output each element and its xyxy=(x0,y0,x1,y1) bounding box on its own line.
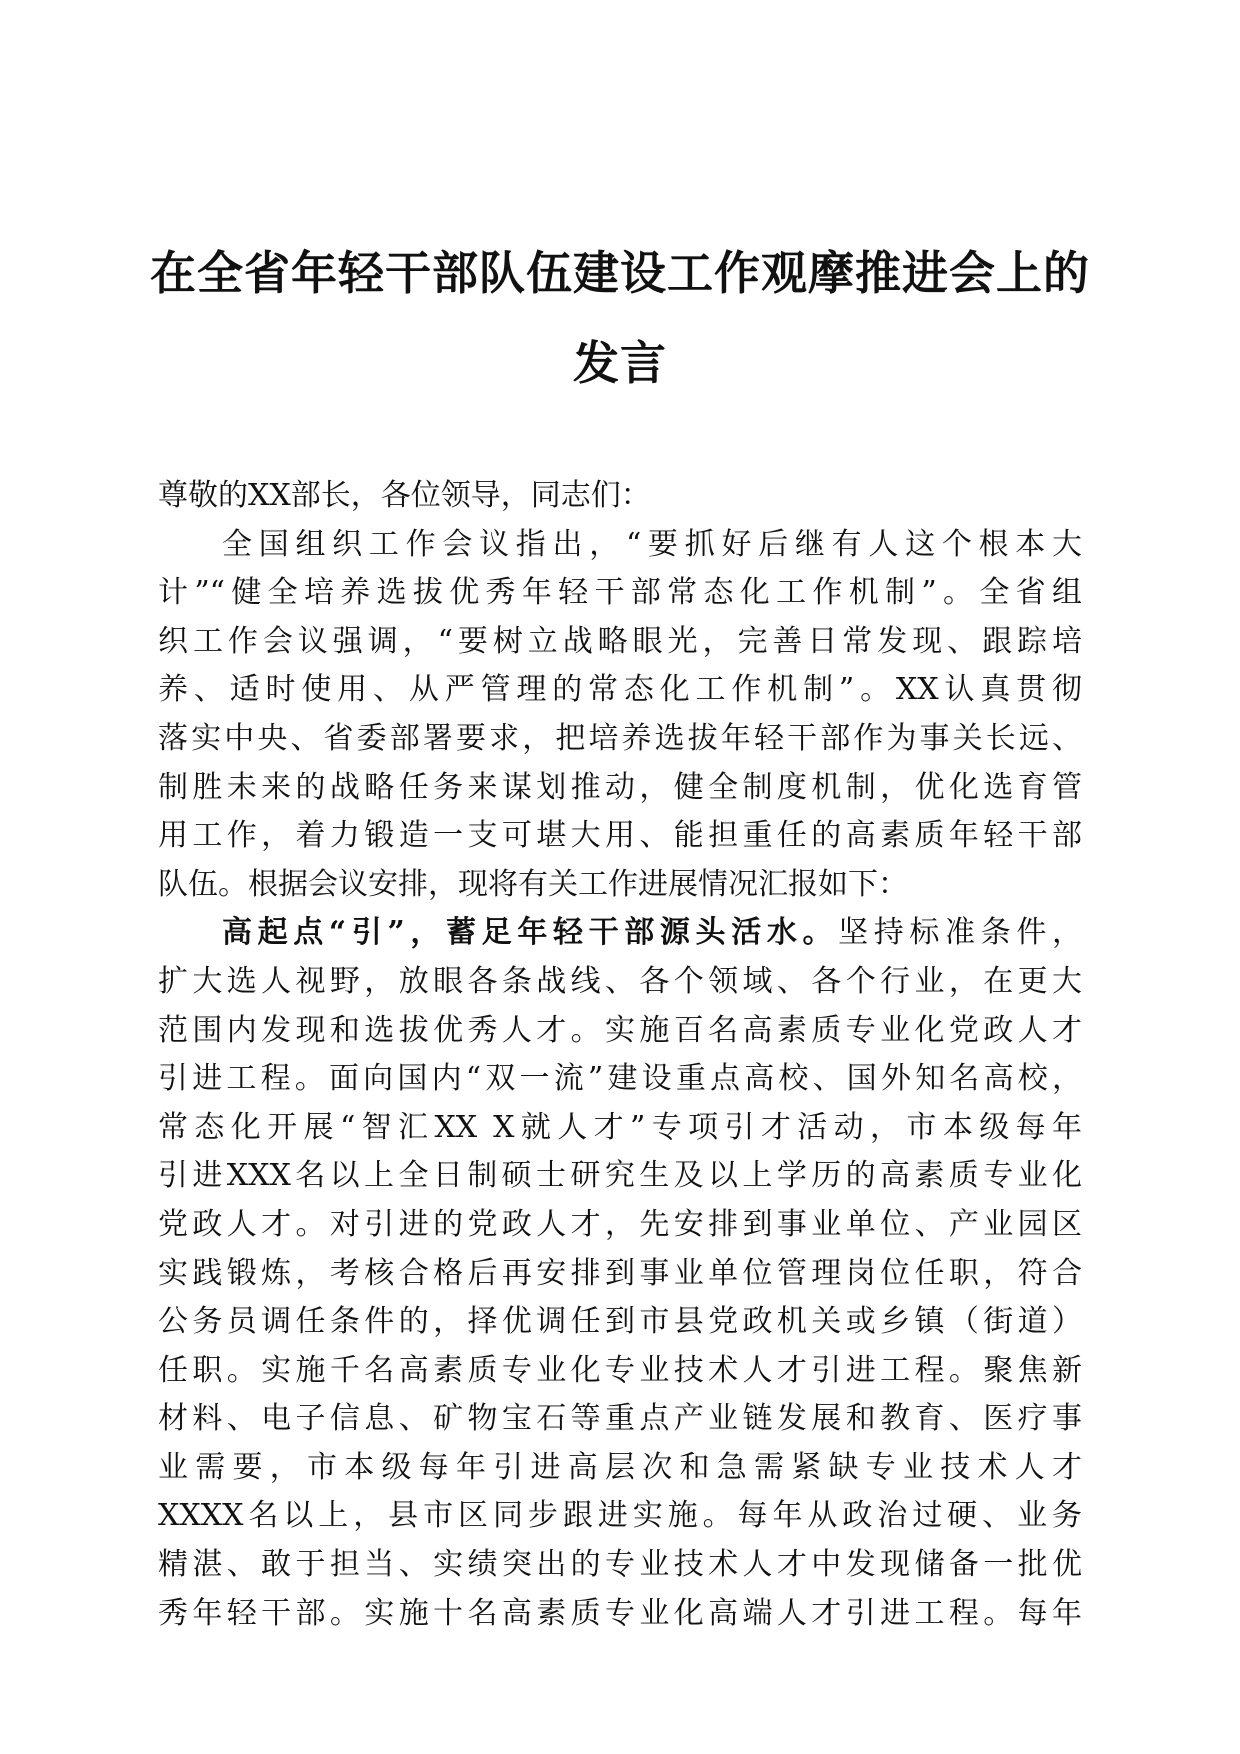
paragraph-1-line: 全国组织工作会议指出，“要抓好后继有人这个根本大 xyxy=(222,526,1082,562)
paragraph-1-line: 制胜未来的战略任务来谋划推动，健全制度机制，优化选育管 xyxy=(158,769,1082,805)
paragraph-1-line: 计”“健全培养选拔优秀年轻干部常态化工作机制”。全省组 xyxy=(158,575,1082,611)
paragraph-1 xyxy=(158,521,1082,910)
paragraph-2-line: 业需要，市本级每年引进高层次和急需紧缺专业技术人才 xyxy=(158,1449,1082,1485)
paragraph-2-line: 党政人才。对引进的党政人才，先安排到事业单位、产业园区 xyxy=(158,1206,1082,1242)
paragraph-2-line: 常态化开展“智汇XX X就人才”专项引才活动，市本级每年 xyxy=(158,1109,1082,1145)
paragraph-1-line: 织工作会议强调，“要树立战略眼光，完善日常发现、跟踪培 xyxy=(158,623,1082,659)
paragraph-2-first-line-rest: 坚持标准条件， xyxy=(838,915,1082,951)
paragraph-2-line: 秀年轻干部。实施十名高素质专业化高端人才引进工程。每年 xyxy=(158,1595,1082,1631)
paragraph-2-line: 任职。实施千名高素质专业化专业技术人才引进工程。聚焦新 xyxy=(158,1352,1082,1388)
paragraph-2-line: 材料、电子信息、矿物宝石等重点产业链发展和教育、医疗事 xyxy=(158,1401,1082,1437)
paragraph-2-line: 公务员调任条件的，择优调任到市县党政机关或乡镇（街道） xyxy=(158,1304,1082,1340)
title-line-1: 在全省年轻干部队伍建设工作观摩推进会上的 xyxy=(150,246,1090,300)
paragraph-2-line: 引进工程。面向国内“双一流”建设重点高校、国外知名高校， xyxy=(158,1061,1082,1097)
paragraph-2-line: 引进XXX名以上全日制硕士研究生及以上学历的高素质专业化 xyxy=(158,1158,1082,1194)
paragraph-2-line: 扩大选人视野，放眼各条战线、各个领域、各个行业，在更大 xyxy=(158,963,1082,999)
paragraph-2-first-line xyxy=(158,909,1082,958)
paragraph-2-line: 范围内发现和选拔优秀人才。实施百名高素质专业化党政人才 xyxy=(158,1012,1082,1048)
salutation: 尊敬的XX部长，各位领导，同志们： xyxy=(158,478,651,513)
paragraph-1-line: 用工作，着力锻造一支可堪大用、能担重任的高素质年轻干部 xyxy=(158,818,1082,854)
paragraph-2-lead-heading: 高起点“引”，蓄足年轻干部源头活水。 xyxy=(222,915,839,951)
document-body xyxy=(158,472,1082,1638)
paragraph-1-line: 落实中央、省委部署要求，把培养选拔年轻干部作为事关长远、 xyxy=(158,720,1082,756)
document-title xyxy=(150,228,1090,408)
paragraph-1-line: 队伍。根据会议安排，现将有关工作进展情况汇报如下： xyxy=(158,866,908,902)
paragraph-2-line: XXXX名以上，县市区同步跟进实施。每年从政治过硬、业务 xyxy=(158,1498,1082,1534)
paragraph-2 xyxy=(158,909,1082,1638)
paragraph-2-line: 实践锻炼，考核合格后再安排到事业单位管理岗位任职，符合 xyxy=(158,1255,1082,1291)
paragraph-2-line: 精湛、敢于担当、实绩突出的专业技术人才中发现储备一批优 xyxy=(158,1547,1082,1583)
paragraph-1-line: 养、适时使用、从严管理的常态化工作机制”。XX认真贯彻 xyxy=(158,672,1082,708)
title-line-2: 发言 xyxy=(573,336,667,390)
